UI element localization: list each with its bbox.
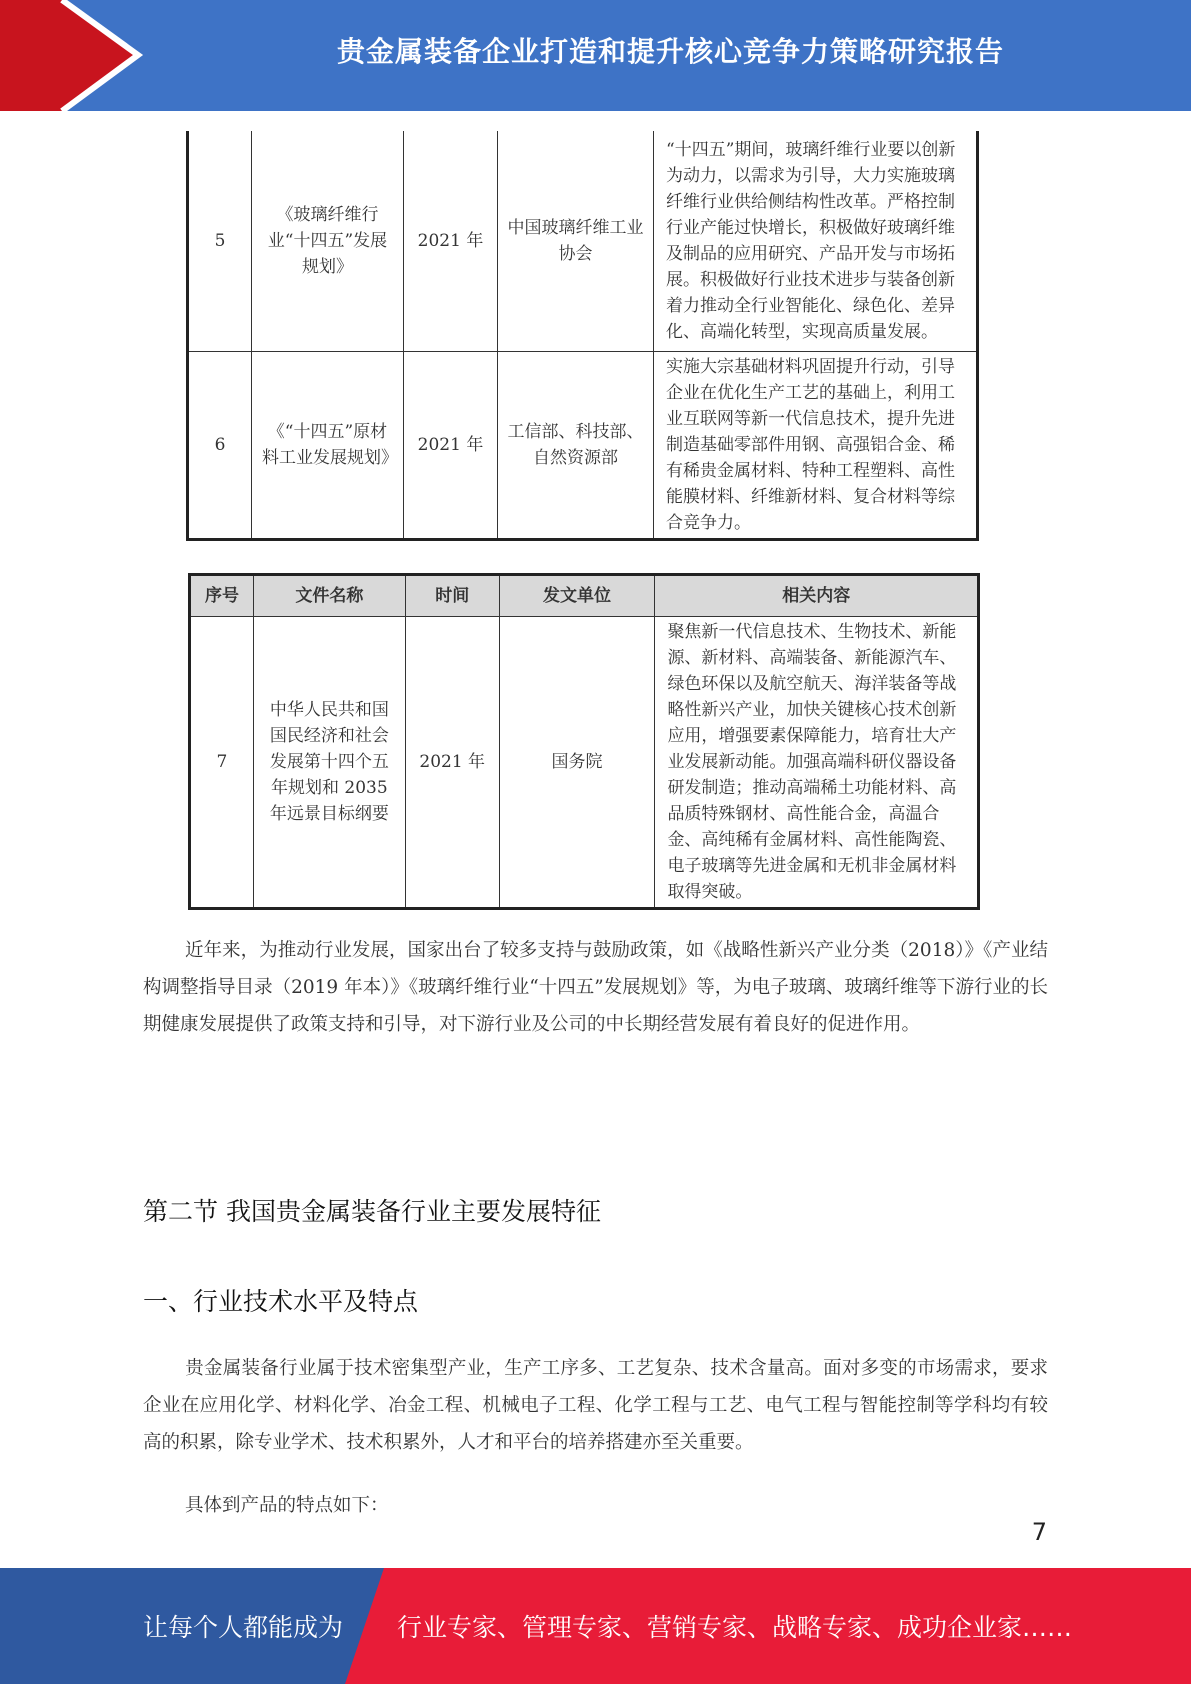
column-header: 时间 [405,575,499,617]
related-content: “十四五”期间，玻璃纤维行业要以创新为动力，以需求为引导，大力实施玻璃纤维行业供给侧结构性改革。严格控制行业产能过快增长，积极做好玻璃纤维及制品的应用研究、产品开发与市场拓展。积极做好行业技术进步与装备创新着力推动全行业智能化、绿色化、差异化、高端化转型，实现高质量发展。 [654,131,978,351]
paragraph-text: 具体到产品的特点如下： [185,1495,389,1516]
section-heading: 第二节 我国贵金属装备行业主要发展特征 [143,1197,601,1226]
paragraph-product-intro [143,1487,1048,1524]
document-name: 中华人民共和国国民经济和社会发展第十四个五年规划和 2035 年远景目标纲要 [253,617,405,909]
table-row [188,351,978,539]
issuer: 中国玻璃纤维工业协会 [498,131,654,351]
related-content: 实施大宗基础材料巩固提升行动，引导企业在优化生产工艺的基础上，利用工业互联网等新一代信息技术，提升先进制造基础零部件用钢、高强铝合金、稀有稀贵金属材料、特种工程塑料、高性能膜材料、纤维新材料、复合材料等综合竞争力。 [654,351,978,539]
document-name: 《“十四五”原材料工业发展规划》 [252,351,404,539]
row-number: 7 [190,617,254,909]
page-footer [0,1568,1191,1684]
page-header [0,0,1191,111]
related-content: 聚焦新一代信息技术、生物技术、新能源、新材料、高端装备、新能源汽车、绿色环保以及航空航天、海洋装备等战略性新兴产业，加快关键核心技术创新应用，增强要素保障能力，培育壮大产业发展新动能。加强高端科研仪器设备研发制造；推动高端稀土功能材料、高品质特殊钢材、高性能合金，高温合金、高纯稀有金属材料、高性能陶瓷、电子玻璃等先进金属和无机非金属材料取得突破。 [655,617,979,909]
policy-table [188,573,980,910]
header-arrow-icon [0,0,160,111]
paragraph-text: 近年来，为推动行业发展，国家出台了较多支持与鼓励政策，如《战略性新兴产业分类（2018）》《产业结构调整指导目录（2019 年本）》《玻璃纤维行业“十四五”发展规划》等，为电子玻璃、玻璃纤维等下游行业的长期健康发展提供了政策支持和引导，对下游行业及公司的中长期经营发展有着良好的促进作用。 [143,940,1048,1035]
paragraph-text: 贵金属装备行业属于技术密集型产业，生产工序多、工艺复杂、技术含量高。面对多变的市场需求，要求企业在应用化学、材料化学、冶金工程、机械电子工程、化学工程与工艺、电气工程与智能控制等学科均有较高的积累，除专业学术、技术积累外，人才和平台的培养搭建亦至关重要。 [143,1358,1048,1453]
issuer: 国务院 [499,617,655,909]
table-row [190,617,979,909]
column-header: 文件名称 [253,575,405,617]
row-number: 5 [188,131,252,351]
policy-table-continued [186,131,979,541]
column-header: 相关内容 [655,575,979,617]
column-header: 序号 [190,575,254,617]
subsection-heading: 一、行业技术水平及特点 [143,1287,419,1316]
paragraph-industry-tech [143,1350,1048,1461]
footer-slogan-left: 让每个人都能成为 [143,1613,344,1642]
issue-time: 2021 年 [404,351,498,539]
issue-time: 2021 年 [404,131,498,351]
table-header-row [190,575,979,617]
row-number: 6 [188,351,252,539]
column-header: 发文单位 [499,575,655,617]
issue-time: 2021 年 [405,617,499,909]
paragraph-policy-support [143,932,1048,1043]
header-title: 贵金属装备企业打造和提升核心竞争力策略研究报告 [336,35,1004,68]
document-name: 《玻璃纤维行业“十四五”发展规划》 [252,131,404,351]
page-number: 7 [1031,1518,1047,1546]
issuer: 工信部、科技部、自然资源部 [498,351,654,539]
table-row [188,131,978,351]
footer-slogan-right: 行业专家、管理专家、营销专家、战略专家、成功企业家…… [397,1613,1073,1642]
